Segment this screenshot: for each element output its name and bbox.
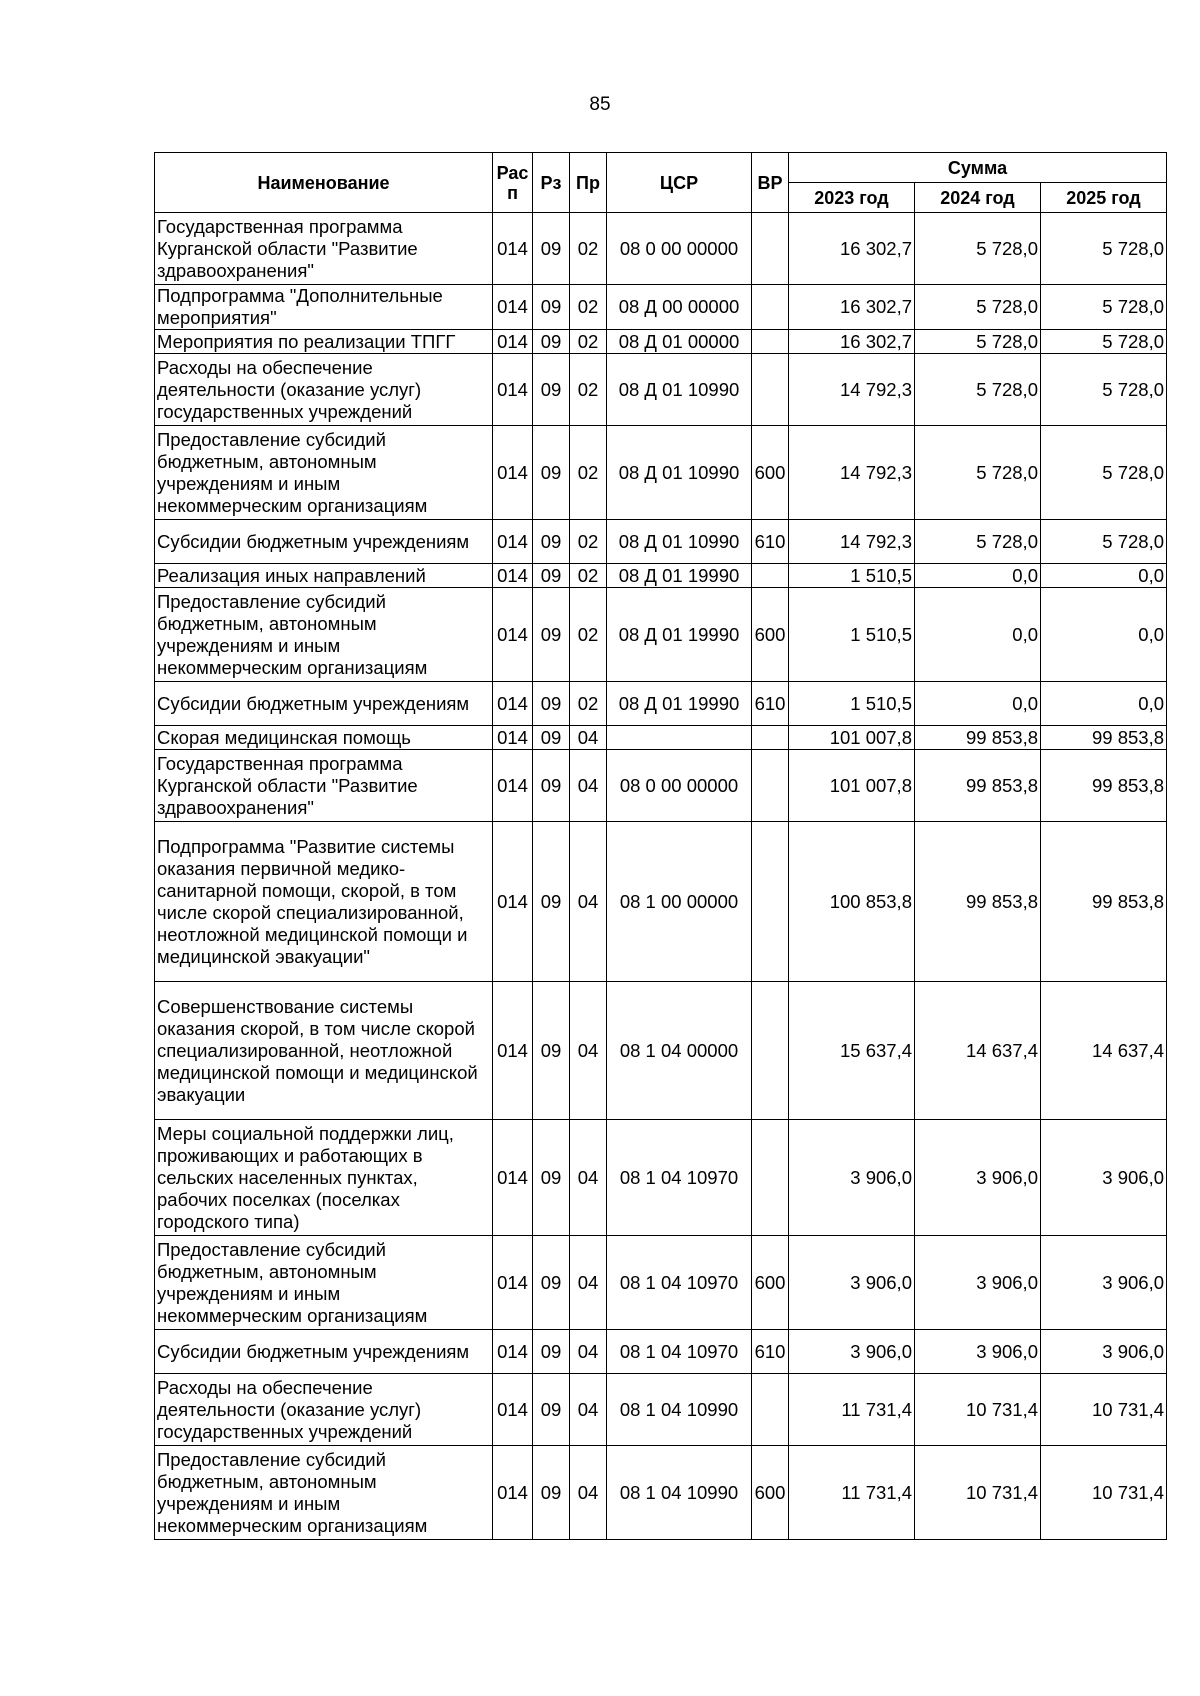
cell-vr: 600 <box>752 588 789 682</box>
cell-2025: 5 728,0 <box>1041 520 1167 564</box>
cell-name: Субсидии бюджетным учреждениям <box>155 520 493 564</box>
cell-rasp: 014 <box>493 822 533 982</box>
cell-name: Предоставление субсидий бюджетным, автономным учреждениям и иным некоммерческим организациям <box>155 588 493 682</box>
cell-2023: 3 906,0 <box>789 1120 915 1236</box>
cell-vr: 610 <box>752 520 789 564</box>
cell-pr: 02 <box>570 520 607 564</box>
cell-csr: 08 1 04 10970 <box>607 1330 752 1374</box>
cell-pr: 02 <box>570 354 607 426</box>
cell-2024: 99 853,8 <box>915 822 1041 982</box>
cell-pr: 04 <box>570 750 607 822</box>
table-row <box>155 1446 1167 1540</box>
cell-2025: 10 731,4 <box>1041 1446 1167 1540</box>
cell-2024: 3 906,0 <box>915 1120 1041 1236</box>
cell-pr: 02 <box>570 426 607 520</box>
cell-2024: 3 906,0 <box>915 1330 1041 1374</box>
cell-name: Государственная программа Курганской области "Развитие здравоохранения" <box>155 750 493 822</box>
cell-2025: 5 728,0 <box>1041 330 1167 354</box>
cell-2025: 5 728,0 <box>1041 285 1167 330</box>
cell-pr: 02 <box>570 588 607 682</box>
cell-csr: 08 1 04 10970 <box>607 1236 752 1330</box>
budget-table <box>154 152 1167 1540</box>
cell-2024: 5 728,0 <box>915 520 1041 564</box>
cell-2023: 3 906,0 <box>789 1330 915 1374</box>
cell-rz: 09 <box>533 330 570 354</box>
cell-csr: 08 Д 01 19990 <box>607 564 752 588</box>
cell-2023: 100 853,8 <box>789 822 915 982</box>
cell-2024: 99 853,8 <box>915 726 1041 750</box>
cell-name: Государственная программа Курганской области "Развитие здравоохранения" <box>155 213 493 285</box>
cell-2025: 5 728,0 <box>1041 213 1167 285</box>
cell-csr: 08 Д 01 10990 <box>607 426 752 520</box>
cell-2024: 0,0 <box>915 682 1041 726</box>
cell-csr: 08 Д 01 19990 <box>607 588 752 682</box>
cell-2023: 15 637,4 <box>789 982 915 1120</box>
cell-rasp: 014 <box>493 354 533 426</box>
cell-rasp: 014 <box>493 285 533 330</box>
cell-2023: 1 510,5 <box>789 588 915 682</box>
cell-csr: 08 1 04 00000 <box>607 982 752 1120</box>
cell-vr <box>752 822 789 982</box>
header-rasp: Рас п <box>493 153 533 213</box>
cell-name: Расходы на обеспечение деятельности (оказание услуг) государственных учреждений <box>155 354 493 426</box>
cell-pr: 02 <box>570 682 607 726</box>
table-row <box>155 1236 1167 1330</box>
cell-2023: 11 731,4 <box>789 1446 915 1540</box>
cell-rasp: 014 <box>493 750 533 822</box>
cell-rz: 09 <box>533 564 570 588</box>
table-row <box>155 1374 1167 1446</box>
cell-rz: 09 <box>533 1374 570 1446</box>
cell-2024: 5 728,0 <box>915 426 1041 520</box>
cell-rz: 09 <box>533 285 570 330</box>
cell-2023: 101 007,8 <box>789 750 915 822</box>
cell-2024: 0,0 <box>915 588 1041 682</box>
cell-rz: 09 <box>533 1236 570 1330</box>
cell-csr: 08 Д 01 10990 <box>607 354 752 426</box>
cell-csr <box>607 726 752 750</box>
cell-csr: 08 Д 01 19990 <box>607 682 752 726</box>
cell-2024: 14 637,4 <box>915 982 1041 1120</box>
cell-vr <box>752 330 789 354</box>
page-number: 85 <box>589 94 611 115</box>
cell-rasp: 014 <box>493 213 533 285</box>
cell-csr: 08 0 00 00000 <box>607 750 752 822</box>
cell-rz: 09 <box>533 1330 570 1374</box>
cell-rz: 09 <box>533 1120 570 1236</box>
table-row <box>155 1330 1167 1374</box>
cell-name: Скорая медицинская помощь <box>155 726 493 750</box>
cell-rasp: 014 <box>493 330 533 354</box>
table-header <box>155 153 1167 213</box>
cell-2025: 3 906,0 <box>1041 1120 1167 1236</box>
cell-2024: 10 731,4 <box>915 1374 1041 1446</box>
cell-pr: 02 <box>570 213 607 285</box>
cell-name: Субсидии бюджетным учреждениям <box>155 682 493 726</box>
cell-2025: 99 853,8 <box>1041 750 1167 822</box>
table-row <box>155 564 1167 588</box>
cell-2025: 0,0 <box>1041 682 1167 726</box>
cell-2023: 14 792,3 <box>789 426 915 520</box>
cell-rz: 09 <box>533 213 570 285</box>
cell-vr: 600 <box>752 1236 789 1330</box>
header-year-2023: 2023 год <box>789 183 915 213</box>
cell-2024: 10 731,4 <box>915 1446 1041 1540</box>
cell-2025: 3 906,0 <box>1041 1236 1167 1330</box>
table-row <box>155 726 1167 750</box>
cell-rz: 09 <box>533 750 570 822</box>
cell-2025: 0,0 <box>1041 564 1167 588</box>
cell-csr: 08 1 04 10990 <box>607 1446 752 1540</box>
cell-2023: 16 302,7 <box>789 213 915 285</box>
cell-vr: 600 <box>752 1446 789 1540</box>
cell-2023: 1 510,5 <box>789 564 915 588</box>
cell-name: Предоставление субсидий бюджетным, автономным учреждениям и иным некоммерческим организациям <box>155 426 493 520</box>
cell-pr: 04 <box>570 1120 607 1236</box>
cell-vr <box>752 213 789 285</box>
cell-2025: 10 731,4 <box>1041 1374 1167 1446</box>
cell-name: Предоставление субсидий бюджетным, автономным учреждениям и иным некоммерческим организациям <box>155 1446 493 1540</box>
cell-name: Предоставление субсидий бюджетным, автономным учреждениям и иным некоммерческим организациям <box>155 1236 493 1330</box>
cell-rasp: 014 <box>493 726 533 750</box>
cell-name: Субсидии бюджетным учреждениям <box>155 1330 493 1374</box>
cell-vr <box>752 982 789 1120</box>
cell-2023: 101 007,8 <box>789 726 915 750</box>
cell-name: Расходы на обеспечение деятельности (оказание услуг) государственных учреждений <box>155 1374 493 1446</box>
cell-vr: 610 <box>752 1330 789 1374</box>
table-row <box>155 588 1167 682</box>
cell-2023: 16 302,7 <box>789 285 915 330</box>
cell-pr: 04 <box>570 1236 607 1330</box>
cell-rasp: 014 <box>493 982 533 1120</box>
cell-csr: 08 0 00 00000 <box>607 213 752 285</box>
cell-vr: 600 <box>752 426 789 520</box>
cell-2023: 3 906,0 <box>789 1236 915 1330</box>
cell-vr: 610 <box>752 682 789 726</box>
cell-name: Совершенствование системы оказания скорой, в том числе скорой специализированной, неотложной медицинской помощи и медицинской эвакуации <box>155 982 493 1120</box>
cell-2025: 14 637,4 <box>1041 982 1167 1120</box>
cell-2024: 5 728,0 <box>915 330 1041 354</box>
cell-rz: 09 <box>533 682 570 726</box>
cell-2024: 3 906,0 <box>915 1236 1041 1330</box>
cell-rz: 09 <box>533 726 570 750</box>
cell-rasp: 014 <box>493 588 533 682</box>
table-row <box>155 354 1167 426</box>
cell-rz: 09 <box>533 822 570 982</box>
cell-rasp: 014 <box>493 682 533 726</box>
cell-pr: 02 <box>570 285 607 330</box>
cell-2023: 1 510,5 <box>789 682 915 726</box>
table-row <box>155 750 1167 822</box>
header-vr: ВР <box>752 153 789 213</box>
table-row <box>155 330 1167 354</box>
cell-2024: 99 853,8 <box>915 750 1041 822</box>
cell-2025: 99 853,8 <box>1041 726 1167 750</box>
cell-csr: 08 1 04 10970 <box>607 1120 752 1236</box>
cell-rasp: 014 <box>493 564 533 588</box>
cell-rz: 09 <box>533 1446 570 1540</box>
cell-pr: 04 <box>570 982 607 1120</box>
cell-vr <box>752 726 789 750</box>
cell-2024: 5 728,0 <box>915 213 1041 285</box>
cell-rasp: 014 <box>493 1236 533 1330</box>
cell-name: Мероприятия по реализации ТПГГ <box>155 330 493 354</box>
cell-pr: 02 <box>570 330 607 354</box>
cell-csr: 08 1 04 10990 <box>607 1374 752 1446</box>
cell-rasp: 014 <box>493 1446 533 1540</box>
table-row <box>155 285 1167 330</box>
cell-2024: 0,0 <box>915 564 1041 588</box>
cell-vr <box>752 285 789 330</box>
cell-name: Меры социальной поддержки лиц, проживающих и работающих в сельских населенных пунктах, рабочих поселках (поселках городского типа) <box>155 1120 493 1236</box>
cell-2025: 5 728,0 <box>1041 426 1167 520</box>
cell-2023: 14 792,3 <box>789 520 915 564</box>
cell-rz: 09 <box>533 354 570 426</box>
header-year-2025: 2025 год <box>1041 183 1167 213</box>
cell-vr <box>752 354 789 426</box>
table-row <box>155 213 1167 285</box>
cell-vr <box>752 1120 789 1236</box>
cell-rz: 09 <box>533 426 570 520</box>
cell-2025: 99 853,8 <box>1041 822 1167 982</box>
table-row <box>155 982 1167 1120</box>
cell-pr: 04 <box>570 822 607 982</box>
cell-rz: 09 <box>533 982 570 1120</box>
header-name: Наименование <box>155 153 493 213</box>
table-body <box>155 213 1167 1540</box>
cell-2024: 5 728,0 <box>915 354 1041 426</box>
cell-name: Подпрограмма "Развитие системы оказания первичной медико-санитарной помощи, скорой, в том числе скорой специализированной, неотложной медицинской помощи и медицинской эвакуации" <box>155 822 493 982</box>
cell-vr <box>752 564 789 588</box>
header-pr: Пр <box>570 153 607 213</box>
cell-pr: 04 <box>570 1374 607 1446</box>
cell-rasp: 014 <box>493 1330 533 1374</box>
cell-2024: 5 728,0 <box>915 285 1041 330</box>
cell-csr: 08 Д 01 00000 <box>607 330 752 354</box>
table-row <box>155 682 1167 726</box>
table-row <box>155 426 1167 520</box>
cell-pr: 02 <box>570 564 607 588</box>
table-row <box>155 1120 1167 1236</box>
cell-rasp: 014 <box>493 1120 533 1236</box>
cell-csr: 08 1 00 00000 <box>607 822 752 982</box>
cell-pr: 04 <box>570 1446 607 1540</box>
cell-rz: 09 <box>533 520 570 564</box>
table-row <box>155 520 1167 564</box>
header-csr: ЦСР <box>607 153 752 213</box>
header-sum: Сумма <box>789 153 1167 183</box>
header-year-2024: 2024 год <box>915 183 1041 213</box>
cell-2025: 0,0 <box>1041 588 1167 682</box>
cell-rasp: 014 <box>493 520 533 564</box>
cell-2023: 14 792,3 <box>789 354 915 426</box>
cell-csr: 08 Д 00 00000 <box>607 285 752 330</box>
cell-name: Реализация иных направлений <box>155 564 493 588</box>
cell-vr <box>752 750 789 822</box>
cell-vr <box>752 1374 789 1446</box>
cell-2023: 16 302,7 <box>789 330 915 354</box>
table-row <box>155 822 1167 982</box>
cell-2025: 5 728,0 <box>1041 354 1167 426</box>
header-rz: Рз <box>533 153 570 213</box>
cell-rz: 09 <box>533 588 570 682</box>
cell-csr: 08 Д 01 10990 <box>607 520 752 564</box>
cell-name: Подпрограмма "Дополнительные мероприятия" <box>155 285 493 330</box>
cell-2025: 3 906,0 <box>1041 1330 1167 1374</box>
cell-pr: 04 <box>570 1330 607 1374</box>
cell-pr: 04 <box>570 726 607 750</box>
cell-rasp: 014 <box>493 426 533 520</box>
cell-rasp: 014 <box>493 1374 533 1446</box>
cell-2023: 11 731,4 <box>789 1374 915 1446</box>
